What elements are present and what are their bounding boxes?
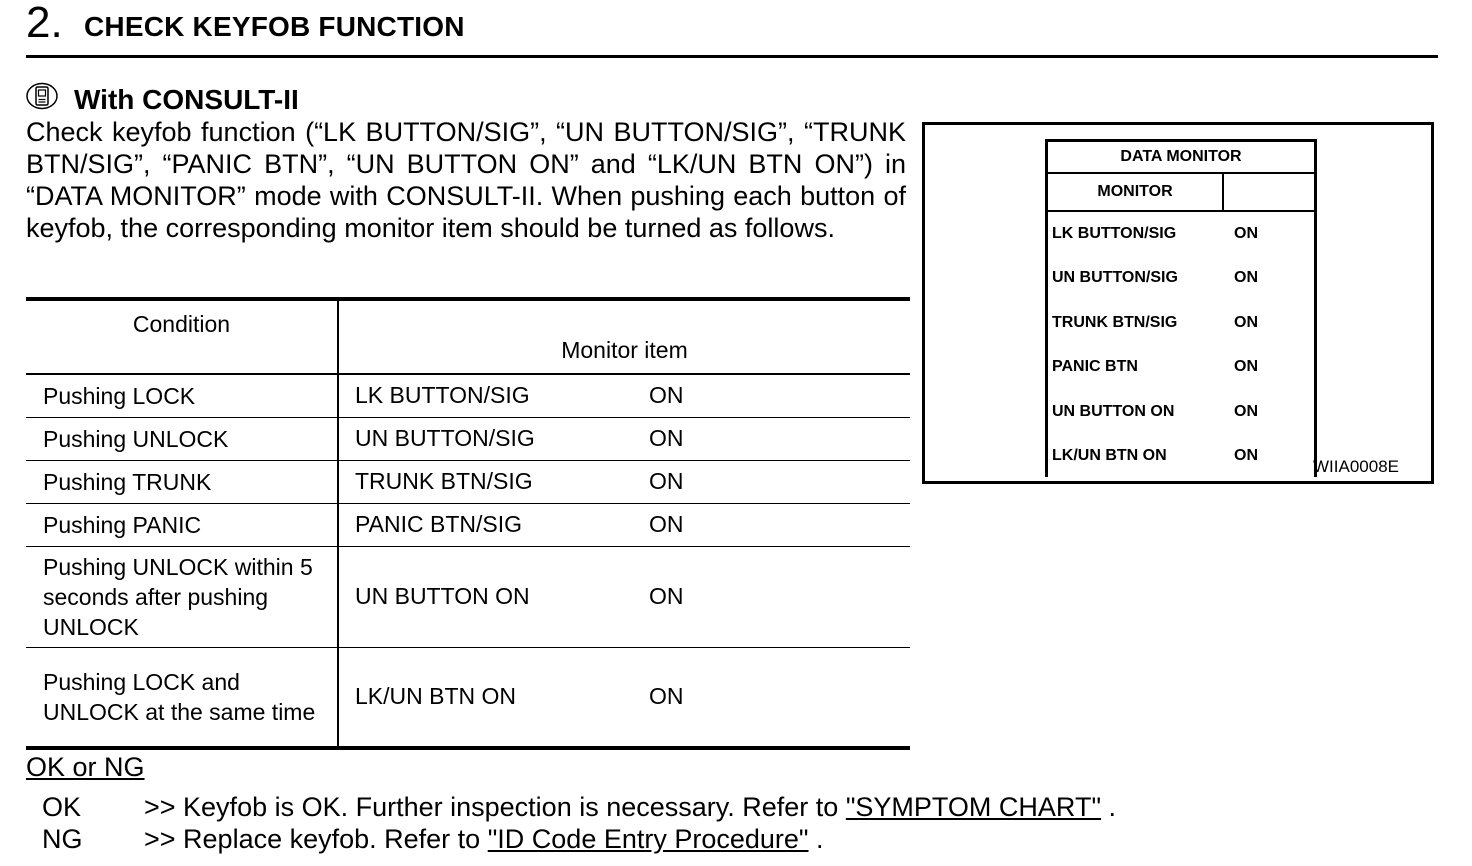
header-monitor-item: Monitor item [561,336,688,363]
monitor-row-name: LK/UN BTN ON [1052,447,1167,464]
condition-cell: Pushing LOCK and UNLOCK at the same time [26,647,338,748]
instruction-text: Check keyfob function (“LK BUTTON/SIG”, “UN BUTTON/SIG”, “TRUNK BTN/SIG”, “PANIC BTN”, “UN BUTTON ON” and “LK/UN BTN ON”) in “DATA MONITOR” mode with CONSULT-II. When pushing each button of keyfob, the corresponding monitor item should be turned as follows. [26,117,906,243]
result-ng-code: NG [42,824,83,854]
monitor-item-name: TRUNK BTN/SIG [355,468,533,494]
monitor-cell [338,417,910,460]
monitor-row-value: ON [1234,269,1258,286]
result-ok-text: >> Keyfob is OK. Further inspection is necessary. Refer to [144,792,846,822]
consult-label: With CONSULT-II [74,84,299,115]
table-row [26,417,910,460]
monitor-item-value: ON [649,683,684,710]
result-ng-end: . [808,824,824,854]
result-ok-code: OK [42,792,82,822]
monitor-row-name: UN BUTTON/SIG [1052,269,1178,286]
data-monitor-title: DATA MONITOR [1048,142,1314,174]
monitor-row-value: ON [1234,447,1258,464]
monitor-row [1052,224,1258,244]
monitor-item-name: LK/UN BTN ON [355,683,517,710]
table-row [26,546,910,647]
monitor-item-value: ON [649,583,684,609]
figure-code: WIIA0008E [1313,457,1399,476]
monitor-cell [338,546,910,647]
result-ng-line [42,823,824,855]
result-ok-end: . [1101,792,1117,822]
monitor-row-value: ON [1234,314,1258,331]
header-monitor-cell [338,299,910,374]
monitor-item-value: ON [649,468,684,494]
table-row [26,374,910,417]
monitor-row [1052,313,1258,333]
monitor-item-name: LK BUTTON/SIG [355,382,530,409]
monitor-tab: MONITOR [1048,174,1224,210]
data-monitor-figure [922,122,1434,484]
monitor-cell [338,374,910,417]
monitor-row-name: TRUNK BTN/SIG [1052,314,1178,331]
monitor-row-value: ON [1234,403,1258,420]
consult-ii-icon [26,82,58,110]
table-header-row [26,299,910,374]
keyfob-condition-table [26,297,910,750]
monitor-row-value: ON [1234,358,1258,375]
monitor-row [1052,446,1258,466]
monitor-row-name: LK BUTTON/SIG [1052,225,1177,242]
monitor-row-name: PANIC BTN [1052,358,1138,375]
monitor-cell [338,647,910,748]
step-title: CHECK KEYFOB FUNCTION [84,11,465,42]
monitor-cell [338,460,910,503]
condition-cell: Pushing TRUNK [26,460,338,503]
symptom-chart-link[interactable]: "SYMPTOM CHART" [845,792,1102,822]
monitor-item-name: UN BUTTON/SIG [355,425,535,451]
header-condition: Condition [132,311,231,337]
step-header [26,0,1438,58]
tab-divider [1048,210,1314,212]
condition-cell: Pushing PANIC [26,503,338,546]
result-ok-line [42,791,1116,823]
result-ng-text: >> Replace keyfob. Refer to [144,824,488,854]
monitor-item-value: ON [649,425,684,451]
monitor-row [1052,402,1258,422]
monitor-row [1052,357,1258,377]
monitor-row-name: UN BUTTON ON [1052,403,1175,420]
table-row [26,503,910,546]
table-row [26,460,910,503]
monitor-item-value: ON [649,511,684,537]
id-code-entry-link[interactable]: "ID Code Entry Procedure" [487,824,809,854]
data-monitor-screen [1045,139,1317,477]
condition-cell: Pushing UNLOCK [26,417,338,460]
monitor-item-value: ON [649,382,684,409]
monitor-item-name: UN BUTTON ON [355,583,530,609]
result-heading: OK or NG [26,752,145,782]
header-condition-cell [26,299,338,374]
monitor-cell [338,503,910,546]
step-number: 2. [26,0,63,47]
table-row [26,647,910,748]
monitor-row [1052,268,1258,288]
monitor-row-value: ON [1234,225,1258,242]
condition-cell: Pushing UNLOCK within 5 seconds after pushing UNLOCK [26,546,338,647]
monitor-item-name: PANIC BTN/SIG [355,511,522,537]
condition-cell: Pushing LOCK [26,374,338,417]
